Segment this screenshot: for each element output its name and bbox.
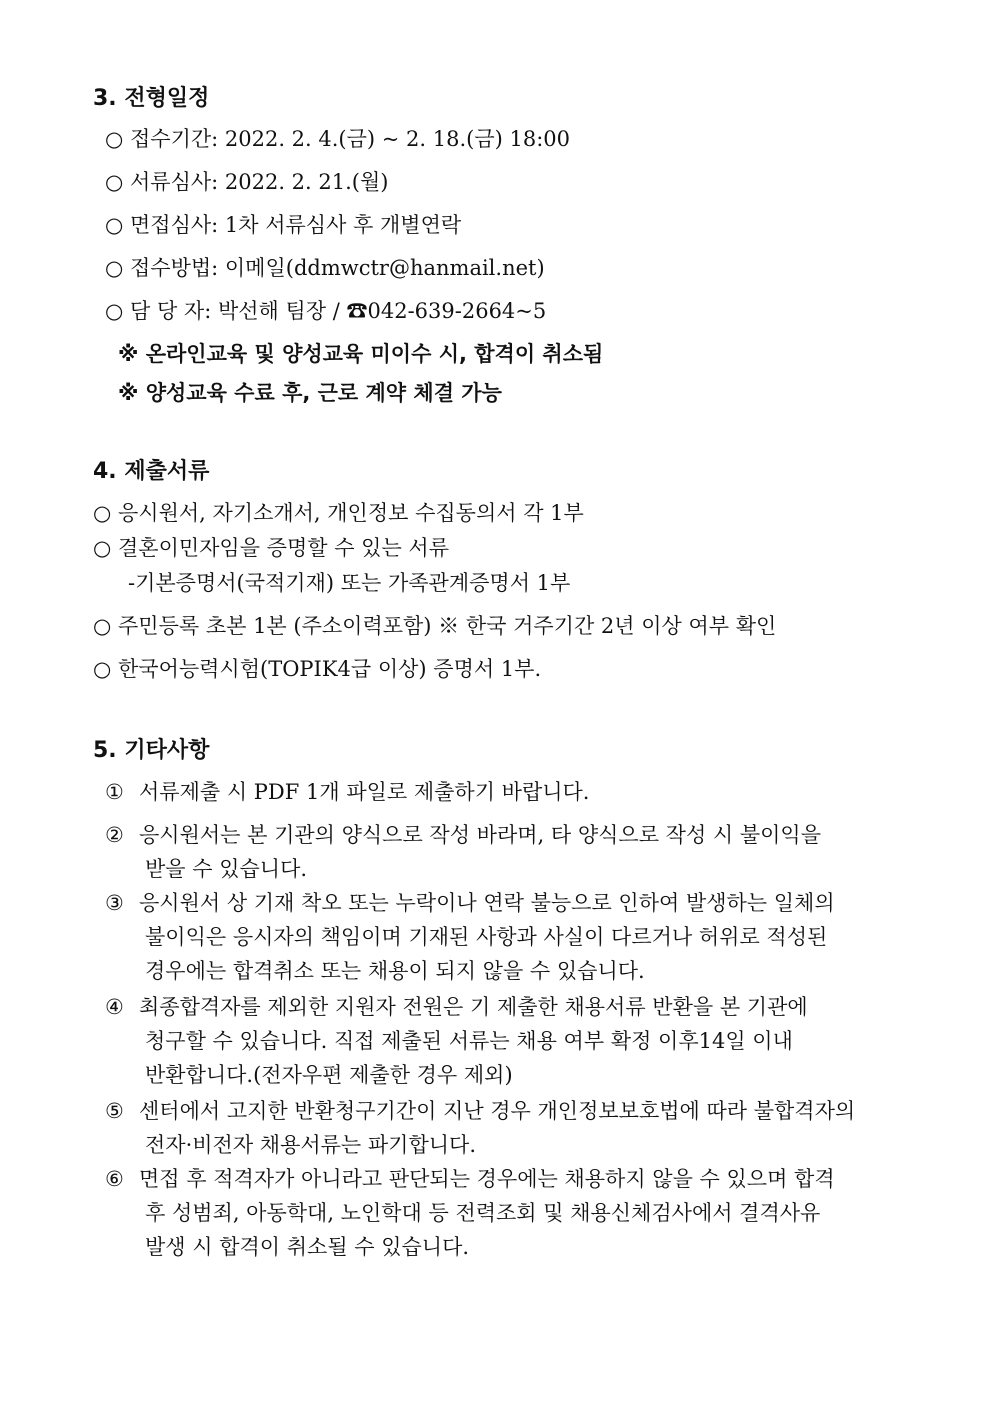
etc-item-number: ⑥ [105,1167,124,1191]
document-item: ○ 응시원서, 자기소개서, 개인정보 수집동의서 각 1부 [93,501,584,525]
schedule-note: ※ 양성교육 수료 후, 근로 계약 체결 가능 [118,381,502,405]
document-item: ○ 한국어능력시험(TOPIK4급 이상) 증명서 1부. [93,657,542,681]
etc-item-line: 후 성범죄, 아동학대, 노인학대 등 전력조회 및 채용신체검사에서 결격사유 [145,1201,821,1225]
etc-item-line: 청구할 수 있습니다. 직접 제출된 서류는 채용 여부 확정 이후14일 이내 [145,1029,793,1053]
etc-item-line: 반환합니다.(전자우편 제출한 경우 제외) [145,1063,513,1087]
document-item: ○ 주민등록 초본 1본 (주소이력포함) ※ 한국 거주기간 2년 이상 여부 확인 [93,614,777,638]
section3-heading: 3. 전형일정 [93,86,210,111]
etc-item-number: ③ [105,891,124,915]
etc-item-line: 받을 수 있습니다. [145,857,308,881]
section4-heading: 4. 제출서류 [93,459,210,484]
etc-item-line: 응시원서 상 기재 착오 또는 누락이나 연락 불능으로 인하여 발생하는 일체의 [139,891,835,915]
etc-item-line: 센터에서 고지한 반환청구기간이 지난 경우 개인정보보호법에 따라 불합격자의 [139,1099,856,1123]
etc-item-line: 전자·비전자 채용서류는 파기합니다. [145,1133,476,1157]
schedule-note: ※ 온라인교육 및 양성교육 미이수 시, 합격이 취소됨 [118,342,604,366]
schedule-item: ○ 면접심사: 1차 서류심사 후 개별연락 [105,213,462,237]
etc-item-number: ② [105,823,124,847]
etc-item-line: 면접 후 적격자가 아니라고 판단되는 경우에는 채용하지 않을 수 있으며 합격 [139,1167,835,1191]
document-item: ○ 결혼이민자임을 증명할 수 있는 서류 [93,536,449,560]
etc-item-number: ⑤ [105,1099,124,1123]
section5-heading: 5. 기타사항 [93,738,210,763]
etc-item-line: 응시원서는 본 기관의 양식으로 작성 바라며, 타 양식으로 작성 시 불이익을 [139,823,822,847]
etc-item-line: 발생 시 합격이 취소될 수 있습니다. [145,1235,470,1259]
etc-item-line: 서류제출 시 PDF 1개 파일로 제출하기 바랍니다. [139,780,590,804]
schedule-item: ○ 서류심사: 2022. 2. 21.(월) [105,170,389,194]
etc-item-line: 최종합격자를 제외한 지원자 전원은 기 제출한 채용서류 반환을 본 기관에 [139,995,808,1019]
schedule-item: ○ 접수방법: 이메일(ddmwctr@hanmail.net) [105,256,545,280]
etc-item-line: 불이익은 응시자의 책임이며 기재된 사항과 사실이 다르거나 허위로 적성된 [145,925,828,949]
schedule-item: ○ 접수기간: 2022. 2. 4.(금) ~ 2. 18.(금) 18:00 [105,127,571,151]
etc-item-line: 경우에는 합격취소 또는 채용이 되지 않을 수 있습니다. [145,959,645,983]
schedule-item: ○ 담 당 자: 박선해 팀장 / ☎042-639-2664~5 [105,299,547,323]
etc-item-number: ① [105,780,124,804]
document-subitem: -기본증명서(국적기재) 또는 가족관계증명서 1부 [128,571,571,595]
etc-item-number: ④ [105,995,124,1019]
